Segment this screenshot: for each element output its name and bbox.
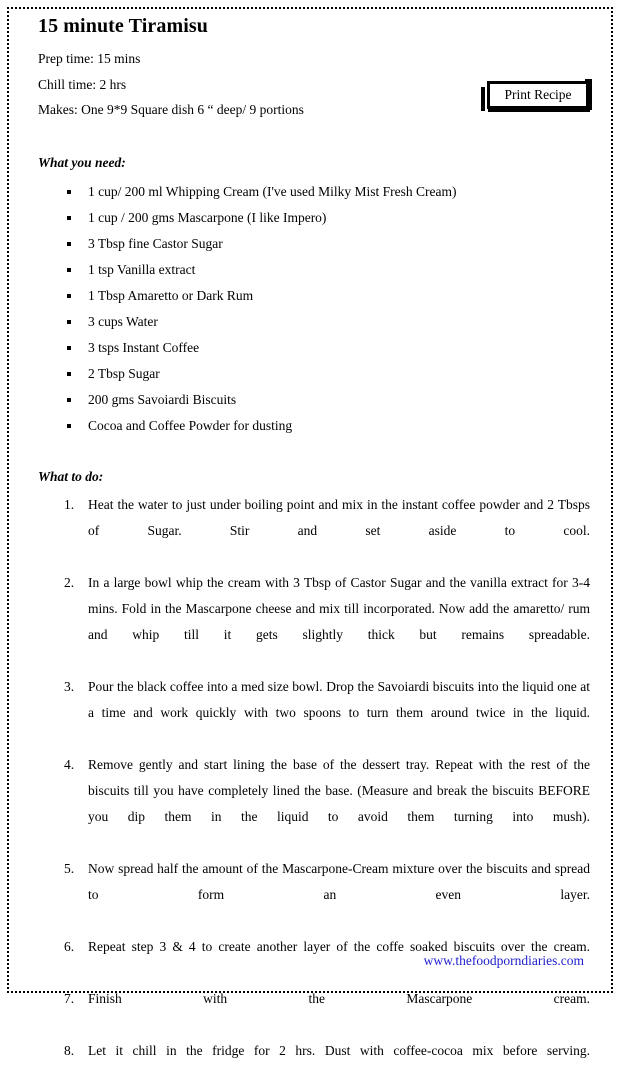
ingredient-text: 1 tsp Vanilla extract <box>88 261 196 277</box>
bullet-square-icon <box>67 320 71 324</box>
bullet-square-icon <box>67 372 71 376</box>
meta-prep-time: Prep time: 15 mins <box>38 51 141 66</box>
ingredient-item <box>38 335 590 361</box>
bullet-square-icon <box>67 190 71 194</box>
footer-website-link[interactable]: www.thefoodporndiaries.com <box>423 953 584 968</box>
step-number: 3. <box>64 678 75 694</box>
step-text: Pour the black coffee into a med size bowl. Drop the Savoiardi biscuits into the liquid one at a time and work quickly with two spoons to turn them around twice in the liquid. <box>88 678 590 720</box>
ingredient-item <box>38 257 590 283</box>
step-text: Remove gently and start lining the base of the dessert tray. Repeat with the rest of the biscuits till you have completely lined the base. (Measure and break the biscuits BEFORE you dip them in the liquid to avoid them turning into mush). <box>88 756 590 824</box>
print-button-face <box>487 81 589 109</box>
step-item <box>38 1038 590 1090</box>
step-number: 1. <box>64 496 75 512</box>
step-number: 4. <box>64 756 75 772</box>
bullet-square-icon <box>67 242 71 246</box>
step-number: 8. <box>64 1042 75 1058</box>
step-text: Now spread half the amount of the Mascarpone-Cream mixture over the biscuits and spread to form an even layer. <box>88 860 590 902</box>
steps-list <box>38 492 590 1090</box>
step-text: Let it chill in the fridge for 2 hrs. Dust with coffee-cocoa mix before serving. <box>88 1042 590 1058</box>
recipe-meta-block <box>38 46 590 123</box>
ingredients-list <box>38 179 590 439</box>
ingredient-item <box>38 205 590 231</box>
ingredients-heading: What you need: <box>38 154 126 170</box>
bullet-square-icon <box>67 294 71 298</box>
ingredient-text: 2 Tbsp Sugar <box>88 365 160 381</box>
step-text: Heat the water to just under boiling point and mix in the instant coffee powder and 2 Tbsps of Sugar. Stir and set aside to cool. <box>88 496 590 538</box>
print-button-left-edge <box>481 87 485 111</box>
ingredient-item <box>38 413 590 439</box>
ingredient-text: 1 cup / 200 gms Mascarpone (I like Impero) <box>88 209 327 225</box>
meta-makes: Makes: One 9*9 Square dish 6 “ deep/ 9 portions <box>38 102 304 117</box>
step-item <box>38 492 590 570</box>
step-item <box>38 674 590 752</box>
bullet-square-icon <box>67 424 71 428</box>
ingredient-text: 3 cups Water <box>88 313 158 329</box>
step-item <box>38 570 590 674</box>
ingredient-text: 1 Tbsp Amaretto or Dark Rum <box>88 287 254 303</box>
ingredient-item <box>38 283 590 309</box>
ingredient-text: 3 tsps Instant Coffee <box>88 339 200 355</box>
bullet-square-icon <box>67 398 71 402</box>
ingredient-text: 1 cup/ 200 ml Whipping Cream (I've used Milky Mist Fresh Cream) <box>88 183 457 199</box>
page-title: 15 minute Tiramisu <box>38 15 208 37</box>
bullet-square-icon <box>67 346 71 350</box>
meta-chill-time: Chill time: 2 hrs <box>38 76 127 92</box>
step-item <box>38 856 590 934</box>
ingredient-item <box>38 309 590 335</box>
ingredient-text: 3 Tbsp fine Castor Sugar <box>88 235 223 251</box>
ingredient-text: Cocoa and Coffee Powder for dusting <box>88 417 293 433</box>
steps-heading: What to do: <box>38 468 104 484</box>
print-button-bottom-edge <box>488 109 590 112</box>
ingredient-item <box>38 387 590 413</box>
bullet-square-icon <box>67 268 71 272</box>
ingredient-item <box>38 231 590 257</box>
step-text: Finish with the Mascarpone cream. <box>88 990 590 1006</box>
bullet-square-icon <box>67 216 71 220</box>
print-recipe-button[interactable] <box>480 79 592 113</box>
step-text: In a large bowl whip the cream with 3 Tbsp of Castor Sugar and the vanilla extract for 3-4 mins. Fold in the Mascarpone cheese and mix till incorporated. Now add the amaretto/ rum and whip till it gets slightly thick but remains spreadable. <box>88 574 590 642</box>
ingredient-item <box>38 361 590 387</box>
step-item <box>38 752 590 856</box>
step-item <box>38 986 590 1038</box>
ingredient-item <box>38 179 590 205</box>
ingredient-text: 200 gms Savoiardi Biscuits <box>88 391 237 407</box>
step-text: Repeat step 3 & 4 to create another layer of the coffe soaked biscuits over the cream. <box>88 938 590 954</box>
step-number: 5. <box>64 860 75 876</box>
step-number: 7. <box>64 990 75 1006</box>
step-number: 2. <box>64 574 75 590</box>
print-recipe-label: Print Recipe <box>504 87 572 103</box>
step-number: 6. <box>64 938 75 954</box>
